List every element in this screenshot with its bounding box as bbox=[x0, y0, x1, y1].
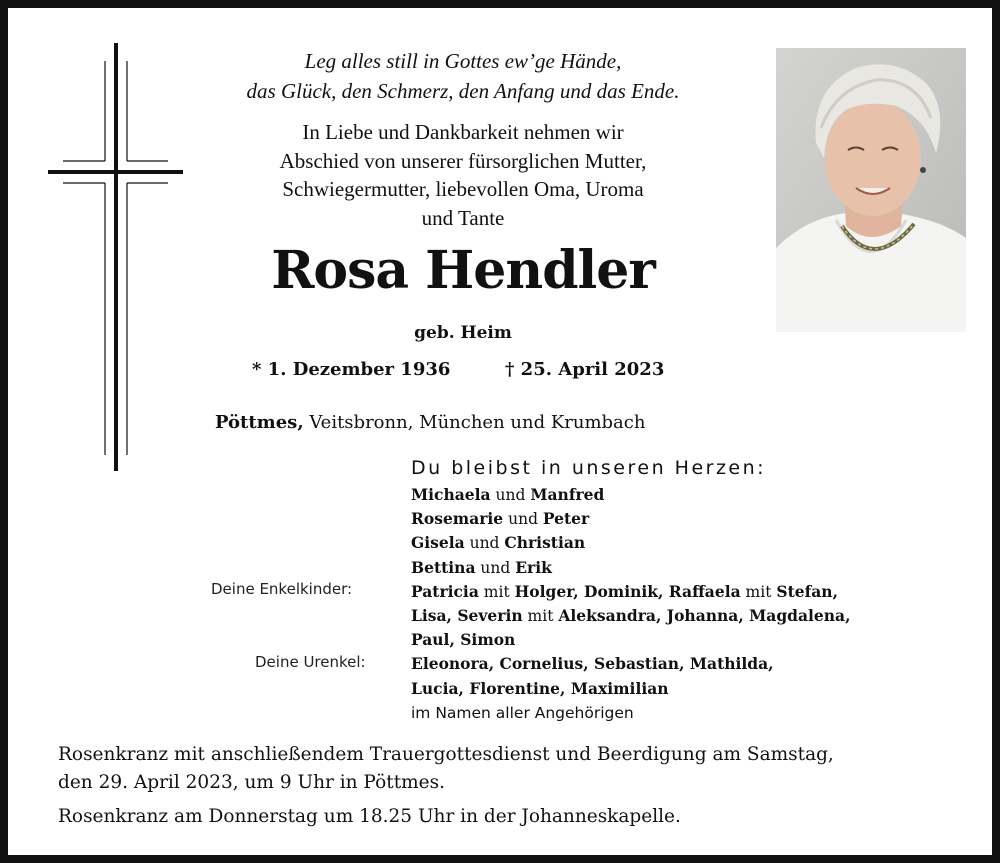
intro-line-1: In Liebe und Dankbarkeit nehmen wir bbox=[302, 120, 624, 144]
grandchild-names: Paul, Simon bbox=[411, 630, 516, 650]
grandchild-names: Holger, Dominik, Raffaela bbox=[514, 581, 741, 601]
joiner: und bbox=[475, 558, 516, 577]
grandchildren-label: Deine Enkelkinder: bbox=[211, 580, 353, 598]
service-line-1: Rosenkranz mit anschließendem Trauergottesdienst und Beerdigung am Samstag, bbox=[58, 744, 834, 765]
joiner: mit bbox=[478, 582, 515, 601]
service-line-2: den 29. April 2023, um 9 Uhr in Pöttmes. bbox=[58, 772, 445, 793]
signoff: im Namen aller Angehörigen bbox=[411, 703, 634, 722]
cross-icon bbox=[48, 43, 198, 483]
partner-name: Peter bbox=[542, 509, 590, 529]
grandchild-names: Aleksandra, Johanna, Magdalena, bbox=[558, 606, 851, 626]
death-date: † 25. April 2023 bbox=[505, 359, 665, 380]
child-line bbox=[411, 483, 851, 507]
great-grandchildren-line-1 bbox=[411, 652, 851, 676]
motto-line-2: das Glück, den Schmerz, den Anfang und das Ende. bbox=[246, 79, 680, 103]
grandchild-name: Patricia bbox=[411, 581, 479, 601]
service-line-3: Rosenkranz am Donnerstag um 18.25 Uhr in der Johanneskapelle. bbox=[58, 806, 681, 827]
child-line bbox=[411, 507, 851, 531]
partner-name: Christian bbox=[504, 533, 586, 553]
child-name: Bettina bbox=[411, 557, 476, 577]
birth-date: * 1. Dezember 1936 bbox=[252, 359, 451, 380]
deceased-name: Rosa Hendler bbox=[271, 240, 655, 301]
motto bbox=[198, 46, 728, 106]
maiden-name: geb. Heim bbox=[414, 323, 512, 343]
grandchildren-line-1 bbox=[411, 580, 851, 604]
child-name: Michaela bbox=[411, 485, 491, 504]
service-info bbox=[58, 741, 834, 831]
partner-name: Manfred bbox=[530, 485, 605, 504]
child-name: Rosemarie bbox=[411, 509, 504, 529]
places-main: Pöttmes, bbox=[215, 412, 304, 433]
great-grandchildren-line-2 bbox=[411, 677, 851, 701]
grandchildren-line-2 bbox=[411, 604, 851, 628]
partner-name: Stefan, bbox=[776, 581, 838, 601]
grandchildren-line-3 bbox=[411, 628, 851, 652]
grandchild-names: Lisa, Severin bbox=[411, 606, 523, 626]
child-name: Gisela bbox=[411, 533, 465, 553]
joiner: und bbox=[490, 486, 531, 504]
great-grandchild-names: Eleonora, Cornelius, Sebastian, Mathilda, bbox=[411, 654, 774, 674]
intro-line-2: Abschied von unserer fürsorglichen Mutter, bbox=[279, 148, 647, 173]
mourners-heading: Du bleibst in unseren Herzen: bbox=[411, 457, 767, 479]
portrait-photo bbox=[776, 48, 966, 332]
intro-text bbox=[198, 118, 728, 232]
great-grandchildren-label: Deine Urenkel: bbox=[255, 653, 366, 671]
mourners-list bbox=[411, 483, 851, 725]
intro-line-3: Schwiegermutter, liebevollen Oma, Uroma bbox=[282, 177, 644, 201]
joiner: mit bbox=[740, 582, 777, 601]
intro-line-4: und Tante bbox=[421, 205, 505, 230]
child-line bbox=[411, 556, 851, 580]
partner-name: Erik bbox=[515, 557, 552, 577]
joiner: und bbox=[503, 510, 543, 529]
motto-line-1: Leg alles still in Gottes ew’ge Hände, bbox=[304, 49, 622, 73]
joiner: und bbox=[464, 534, 505, 553]
places-rest: Veitsbronn, München und Krumbach bbox=[303, 412, 646, 433]
places bbox=[215, 412, 645, 433]
great-grandchild-names: Lucia, Florentine, Maximilian bbox=[411, 678, 669, 698]
joiner: mit bbox=[522, 607, 559, 626]
child-line bbox=[411, 531, 851, 555]
